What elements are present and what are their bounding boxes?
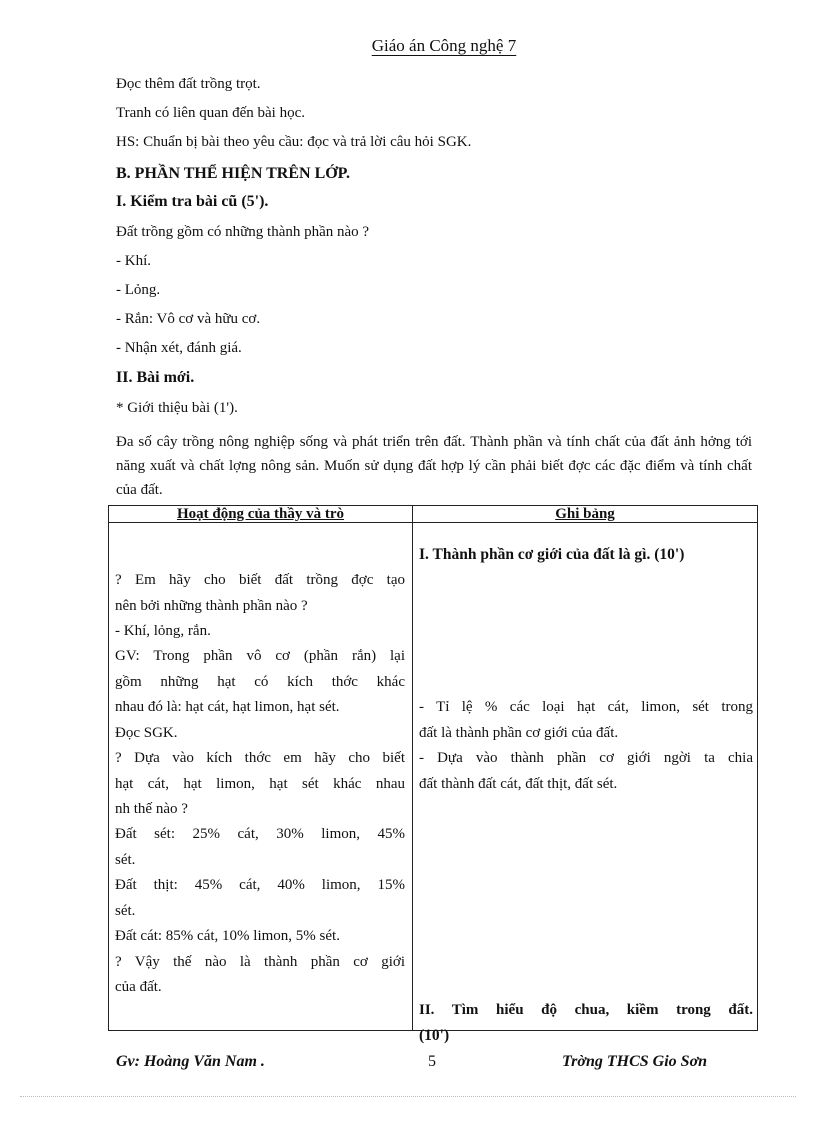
activity-line: GV: Trong phần vô cơ (phần rắn) lại — [115, 648, 405, 664]
review-answer: - Khí. — [116, 253, 151, 269]
table-header-activity: Hoạt động của thầy và trò — [109, 506, 413, 523]
page-number: 5 — [428, 1053, 436, 1070]
activity-line: ? Vậy thế nào là thành phần cơ giới — [115, 954, 405, 970]
intro-line: * Giới thiệu bài (1'). — [116, 400, 238, 416]
activity-line: hạt cát, hạt limon, hạt sét khác nhau — [115, 776, 405, 792]
activity-line: gồm những hạt có kích thớc khác — [115, 674, 405, 690]
activity-line: - Khí, lỏng, rắn. — [115, 623, 211, 639]
activity-line: ? Em hãy cho biết đất trồng đợc tạo — [115, 572, 405, 588]
board-heading-1: I. Thành phần cơ giới của đất là gì. (10') — [419, 546, 685, 563]
activity-line: ? Dựa vào kích thớc em hãy cho biết — [115, 750, 405, 766]
board-note-line: đất thành đất cát, đất thịt, đất sét. — [419, 776, 618, 792]
board-note-line: - Tỉ lệ % các loại hạt cát, limon, sét trong — [419, 699, 753, 715]
review-answer: - Nhận xét, đánh giá. — [116, 340, 242, 356]
board-note-line: đất là thành phần cơ giới của đất. — [419, 725, 619, 741]
prep-line-2: Tranh có liên quan đến bài học. — [116, 105, 305, 121]
activity-line: Đất cát: 85% cát, 10% limon, 5% sét. — [115, 928, 340, 944]
board-heading-2-time: (10') — [419, 1027, 450, 1044]
footer-teacher: Gv: Hoàng Văn Nam . — [116, 1053, 265, 1070]
activity-cell — [109, 523, 413, 1031]
activity-line: Đất thịt: 45% cát, 40% limon, 15% — [115, 877, 405, 893]
table-header-board-notes: Ghi bảng — [413, 506, 758, 523]
page-bottom-divider — [20, 1096, 796, 1097]
review-answer: - Lỏng. — [116, 282, 161, 298]
page-header-title: Giáo án Công nghệ 7 — [371, 36, 517, 55]
activity-line: nh thế nào ? — [115, 801, 188, 817]
prep-line-3: HS: Chuẩn bị bài theo yêu cầu: đọc và trả lời câu hỏi SGK. — [116, 134, 472, 150]
activity-line: nên bởi những thành phần nào ? — [115, 598, 308, 614]
footer-school: Trờng THCS Gio Sơn — [562, 1053, 708, 1070]
review-answer: - Rắn: Vô cơ và hữu cơ. — [116, 311, 261, 327]
activity-line: sét. — [115, 903, 136, 919]
activity-line: Đất sét: 25% cát, 30% limon, 45% — [115, 826, 405, 842]
activity-line: nhau đó là: hạt cát, hạt limon, hạt sét. — [115, 699, 340, 715]
section-i-heading: I. Kiểm tra bài cũ (5'). — [116, 193, 269, 210]
intro-paragraph: Đa số cây trồng nông nghiệp sống và phát triển trên đất. Thành phần và tính chất của đất ảnh hởng tới năng xuất và chất lợng nông sản. Muốn sử dụng đất hợp lý cần phải biết đợc các đặc điểm và tính chất của đất. — [116, 434, 752, 498]
activity-line: sét. — [115, 852, 136, 868]
review-question: Đất trồng gồm có những thành phần nào ? — [116, 224, 370, 240]
board-heading-2: II. Tìm hiểu độ chua, kiềm trong đất. — [419, 1002, 753, 1018]
board-note-line: - Dựa vào thành phần cơ giới ngời ta chia — [419, 750, 753, 766]
section-b-heading: B. PHẦN THỂ HIỆN TRÊN LỚP. — [116, 165, 350, 182]
board-notes-cell — [413, 523, 758, 1044]
activity-line: của đất. — [115, 979, 162, 995]
prep-line-1: Đọc thêm đất trồng trọt. — [116, 76, 261, 92]
lesson-table — [108, 505, 758, 1044]
section-ii-heading: II. Bài mới. — [116, 369, 195, 386]
activity-line: Đọc SGK. — [115, 725, 178, 741]
